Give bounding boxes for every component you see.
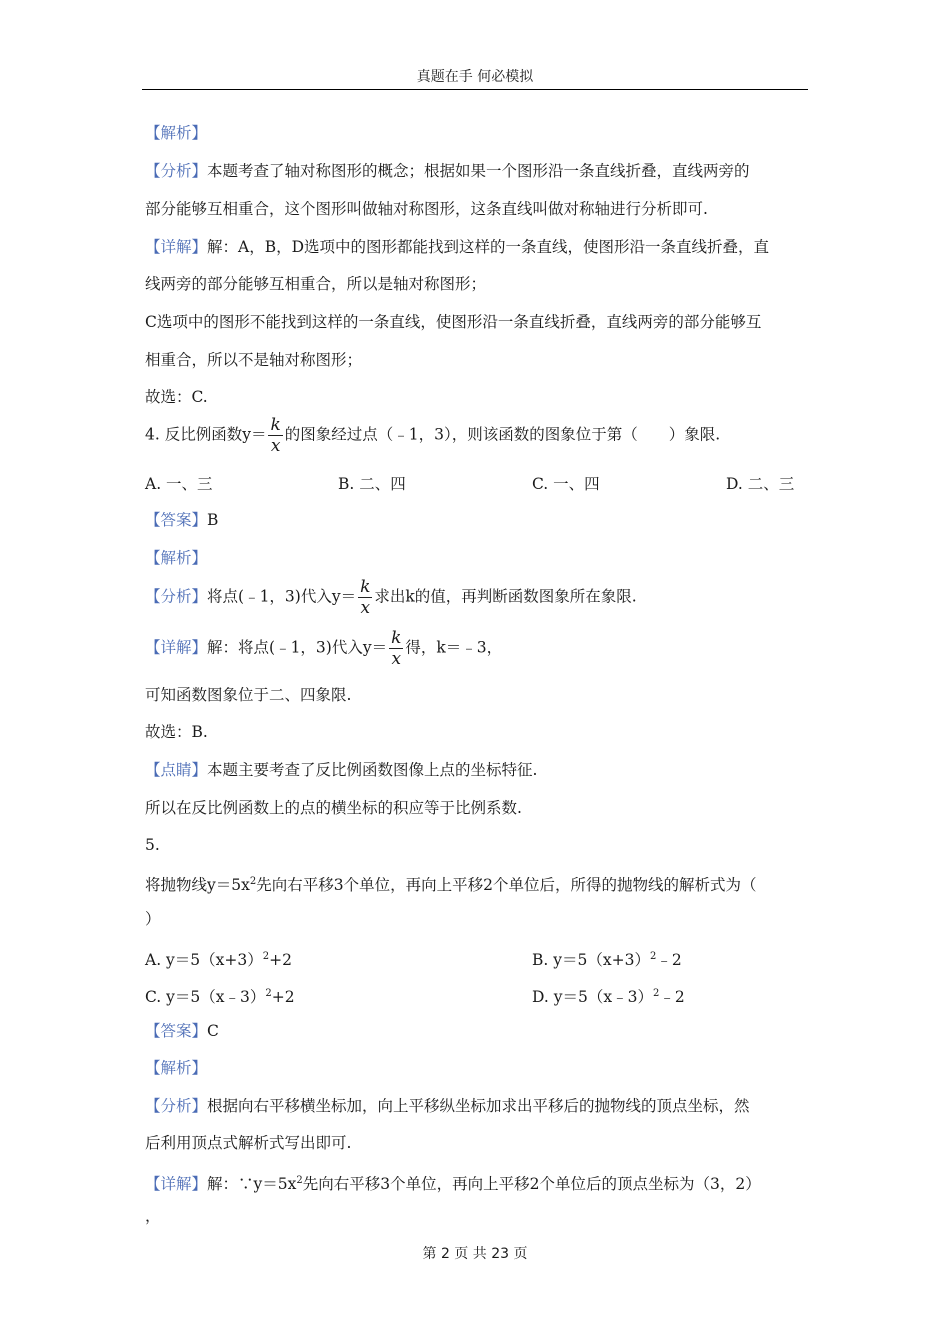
q4-jiexi-label — [145, 548, 207, 568]
q4-stem-post: 的图象经过点（﹣1，3），则该函数的图象位于第（ ）象限. — [284, 425, 721, 444]
q3-xiangjie-line-4: 相重合，所以不是轴对称图形； — [145, 351, 363, 369]
q5-option-a-text: A. y＝5（x+3） — [145, 951, 263, 970]
xiangjie-post: 得，k＝﹣3， — [405, 638, 503, 657]
q5-option-b-tail: ﹣2 — [656, 951, 682, 970]
fraction-numerator: k — [391, 628, 402, 648]
q5-option-c-text: C. y＝5（x﹣3） — [145, 988, 266, 1007]
q3-xiangjie-line-2: 线两旁的部分能够互相重合，所以是轴对称图形； — [145, 275, 487, 293]
q4-option-b: B. 二、四 — [338, 475, 406, 493]
fenxi-tag: 【分析】 — [145, 1097, 208, 1115]
q5-option-c-tail: +2 — [271, 988, 295, 1007]
dianjing-tag: 【点睛】 — [145, 761, 208, 779]
q3-fenxi-line-2: 部分能够互相重合，这个图形叫做轴对称图形，这条直线叫做对称轴进行分析即可. — [145, 200, 708, 218]
q5-number: 5. — [145, 836, 160, 854]
q5-option-b-text: B. y＝5（x+3） — [532, 951, 650, 970]
fenxi-pre: 将点(﹣1，3)代入y＝ — [207, 587, 357, 606]
q4-xiangjie — [145, 628, 502, 669]
fenxi-text: 本题考查了轴对称图形的概念；根据如果一个图形沿一条直线折叠，直线两旁的 — [207, 162, 750, 180]
q5-option-a-tail: +2 — [269, 951, 292, 970]
dianjing-text: 本题主要考查了反比例函数图像上点的坐标特征. — [207, 761, 538, 779]
q5-option-c — [145, 984, 295, 1007]
q5-jiexi-label — [145, 1058, 207, 1078]
fenxi-tag: 【分析】 — [145, 162, 208, 180]
xiangjie-tag: 【详解】 — [145, 638, 208, 657]
page-header: 真题在手 何必模拟 — [416, 69, 534, 85]
q5-option-d — [532, 984, 685, 1007]
q5-option-b — [532, 947, 682, 970]
q5-xiangjie-line-2: ， — [145, 1207, 161, 1225]
q3-jiexi-label — [145, 123, 207, 143]
fraction-denominator: x — [270, 436, 281, 456]
fenxi-text: 根据向右平移横坐标加，向上平移纵坐标加求出平移后的抛物线的顶点坐标，然 — [207, 1097, 750, 1115]
q4-stem-pre: 4. 反比例函数y＝ — [145, 425, 267, 444]
q5-option-a — [145, 947, 292, 970]
jiexi-tag: 【解析】 — [145, 1059, 208, 1077]
q5-option-d-text: D. y＝5（x﹣3） — [532, 988, 653, 1007]
q5-xiangjie-sup: 2 — [296, 1175, 303, 1186]
q5-option-d-sup: 2 — [652, 988, 660, 999]
q5-xiangjie — [145, 1171, 761, 1194]
q4-option-c: C. 一、四 — [532, 475, 600, 493]
q3-xiangjie-line-1 — [145, 237, 769, 257]
q5-xiangjie-b: 先向右平移3个单位，再向上平移2个单位后的顶点坐标为（3，2） — [302, 1175, 761, 1194]
page-footer: 第 2 页 共 23 页 — [422, 1246, 528, 1262]
q5-option-a-sup: 2 — [262, 951, 270, 962]
q5-stem-sup: 2 — [249, 876, 257, 887]
q4-option-a: A. 一、三 — [145, 475, 213, 493]
q5-stem — [145, 872, 756, 895]
fenxi-tag: 【分析】 — [145, 587, 208, 606]
q4-xiangjie-line-2: 可知函数图象位于二、四象限. — [145, 686, 352, 704]
fraction-k-over-x — [358, 577, 372, 618]
fraction-k-over-x — [268, 415, 282, 456]
xiangjie-tag: 【详解】 — [145, 1175, 208, 1194]
q4-fenxi — [145, 577, 637, 618]
answer-tag: 【答案】 — [145, 1022, 208, 1040]
q4-guxuan: 故选：B. — [145, 723, 208, 741]
fraction-denominator: x — [360, 598, 371, 618]
q3-xiangjie-line-3: C选项中的图形不能找到这样的一条直线，使图形沿一条直线折叠，直线两旁的部分能够互 — [145, 313, 762, 331]
jiexi-tag: 【解析】 — [145, 549, 208, 567]
fraction-numerator: k — [360, 577, 371, 597]
fraction-k-over-x — [389, 628, 403, 669]
xiangjie-tag: 【详解】 — [145, 238, 208, 256]
q5-option-b-sup: 2 — [649, 951, 657, 962]
fenxi-post: 求出k的值，再判断函数图象所在象限. — [374, 587, 637, 606]
q5-stem-line-2: ） — [145, 910, 161, 928]
xiangjie-pre: 解：将点(﹣1，3)代入y＝ — [207, 638, 388, 657]
q5-fenxi-line-2: 后利用顶点式解析式写出即可. — [145, 1134, 352, 1152]
answer-value: C — [207, 1022, 219, 1040]
q5-stem-b: 先向右平移3个单位，再向上平移2个单位后，所得的抛物线的解析式为（ — [256, 876, 757, 895]
q4-dianjing — [145, 760, 537, 780]
q5-answer — [145, 1021, 219, 1041]
q5-stem-a: 将抛物线y＝5x — [145, 876, 250, 895]
q3-guxuan: 故选：C. — [145, 388, 208, 406]
fraction-denominator: x — [391, 649, 402, 669]
q5-xiangjie-a: 解：∵y＝5x — [207, 1175, 297, 1194]
xiangjie-text: 解：A，B，D选项中的图形都能找到这样的一条直线，使图形沿一条直线折叠，直 — [207, 238, 770, 256]
q5-fenxi-line-1 — [145, 1096, 750, 1116]
answer-tag: 【答案】 — [145, 511, 208, 529]
header-divider — [142, 89, 808, 90]
answer-value: B — [207, 511, 219, 529]
q4-option-d: D. 二、三 — [726, 475, 795, 493]
jiexi-tag: 【解析】 — [145, 124, 208, 142]
q4-stem — [145, 415, 720, 456]
fraction-numerator: k — [270, 415, 281, 435]
q5-option-c-sup: 2 — [265, 988, 272, 999]
q3-fenxi-line-1 — [145, 161, 750, 181]
q4-dianjing-line-2: 所以在反比例函数上的点的横坐标的积应等于比例系数. — [145, 799, 522, 817]
q4-answer — [145, 510, 218, 530]
q5-option-d-tail: ﹣2 — [659, 988, 685, 1007]
